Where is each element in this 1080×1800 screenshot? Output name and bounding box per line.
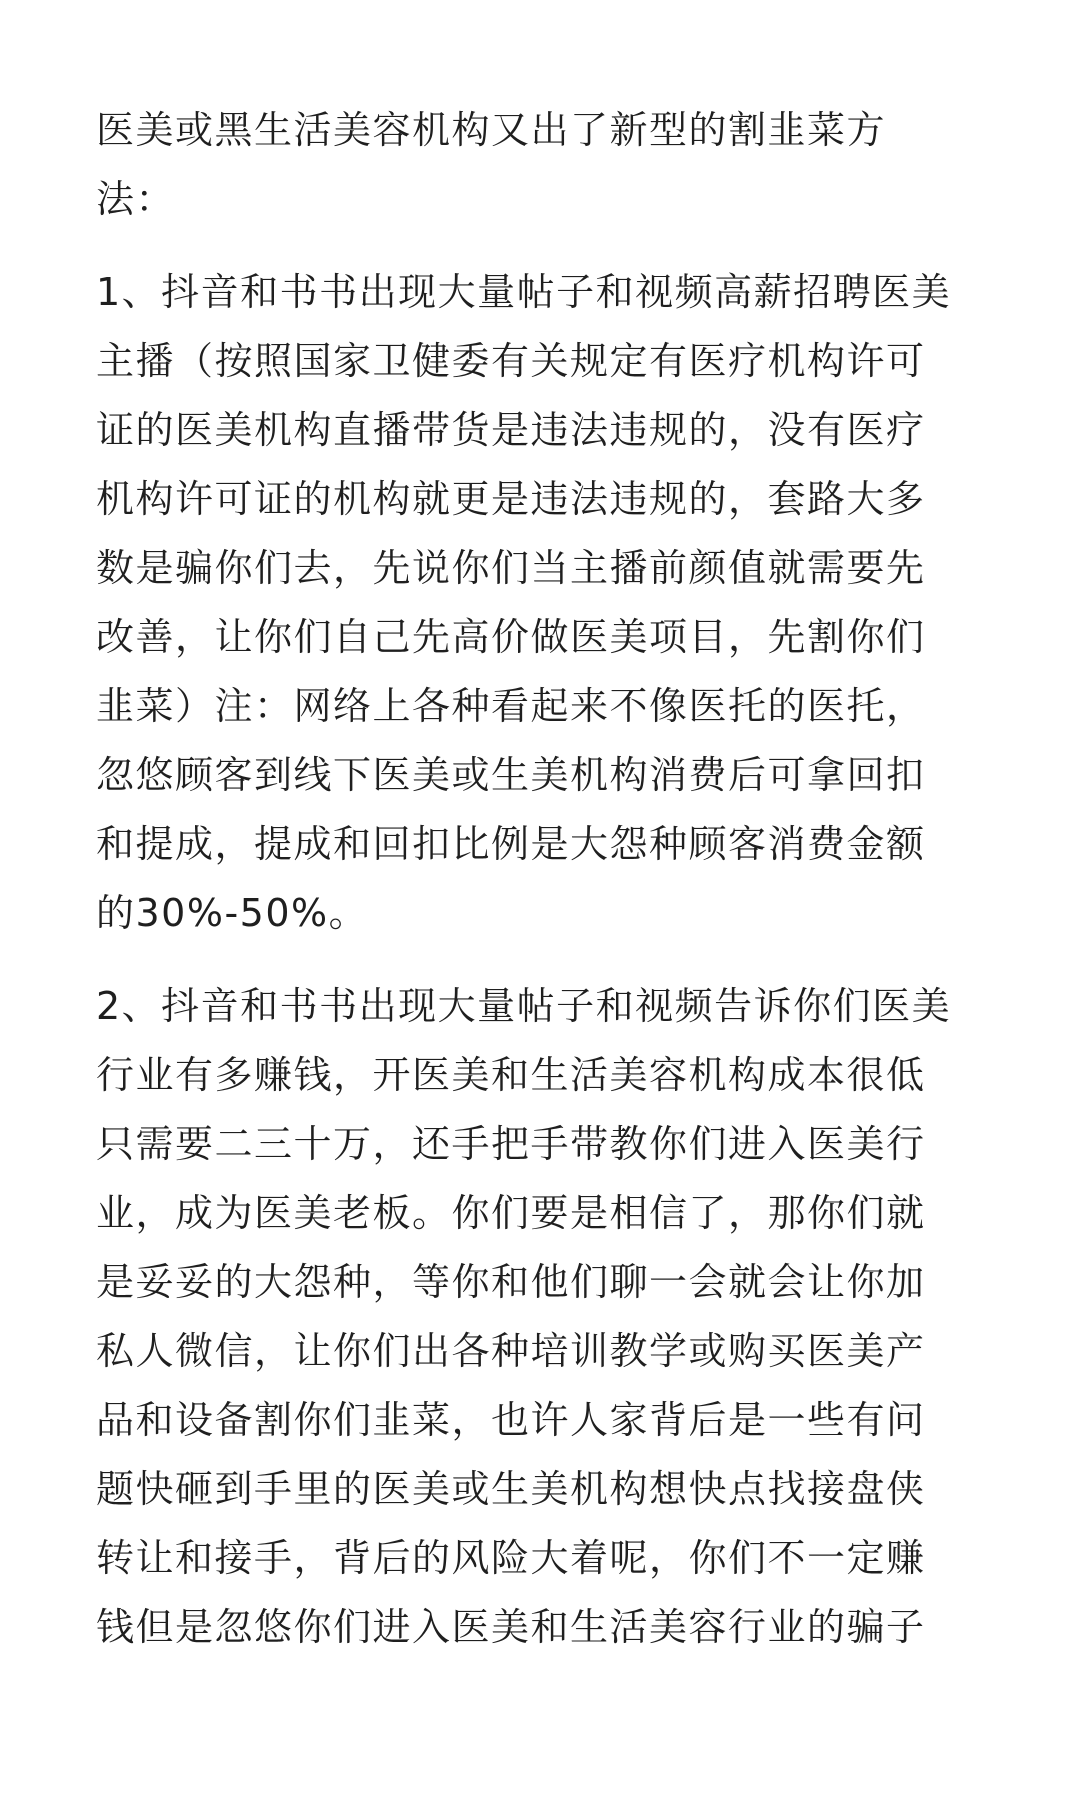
text-line: 业，成为医美老板。你们要是相信了，那你们就 <box>96 1191 926 1235</box>
text-line: 和提成，提成和回扣比例是大怨种顾客消费金额 <box>96 822 926 866</box>
text-line: 品和设备割你们韭菜，也许人家背后是一些有问 <box>96 1398 926 1442</box>
text-line: 韭菜）注：网络上各种看起来不像医托的医托， <box>96 684 926 728</box>
text-line: 钱但是忽悠你们进入医美和生活美容行业的骗子 <box>96 1605 926 1649</box>
text-line: 的30%-50%。 <box>96 891 369 935</box>
text-line: 1、抖音和书书出现大量帖子和视频高薪招聘医美 <box>96 270 952 314</box>
text-line: 是妥妥的大怨种，等你和他们聊一会就会让你加 <box>96 1260 926 1304</box>
text-line: 改善，让你们自己先高价做医美项目，先割你们 <box>96 615 926 659</box>
text-line: 数是骗你们去，先说你们当主播前颜值就需要先 <box>96 546 926 590</box>
text-line: 转让和接手，背后的风险大着呢，你们不一定赚 <box>96 1536 926 1580</box>
paragraph-point-2 <box>96 972 984 1662</box>
text-line: 机构许可证的机构就更是违法违规的，套路大多 <box>96 477 926 521</box>
text-line: 证的医美机构直播带货是违法违规的，没有医疗 <box>96 408 926 452</box>
text-line: 法： <box>96 177 176 221</box>
text-line: 主播（按照国家卫健委有关规定有医疗机构许可 <box>96 339 926 383</box>
text-line: 私人微信，让你们出各种培训教学或购买医美产 <box>96 1329 926 1373</box>
text-line: 忽悠顾客到线下医美或生美机构消费后可拿回扣 <box>96 753 926 797</box>
text-line: 只需要二三十万，还手把手带教你们进入医美行 <box>96 1122 926 1166</box>
text-line: 医美或黑生活美容机构又出了新型的割韭菜方 <box>96 108 887 152</box>
text-line: 行业有多赚钱，开医美和生活美容机构成本很低 <box>96 1053 926 1097</box>
text-line: 2、抖音和书书出现大量帖子和视频告诉你们医美 <box>96 984 952 1028</box>
text-line: 题快砸到手里的医美或生美机构想快点找接盘侠 <box>96 1467 926 1511</box>
paragraph-point-1 <box>96 258 984 948</box>
paragraph-intro <box>96 96 984 234</box>
article-body <box>96 96 984 1686</box>
